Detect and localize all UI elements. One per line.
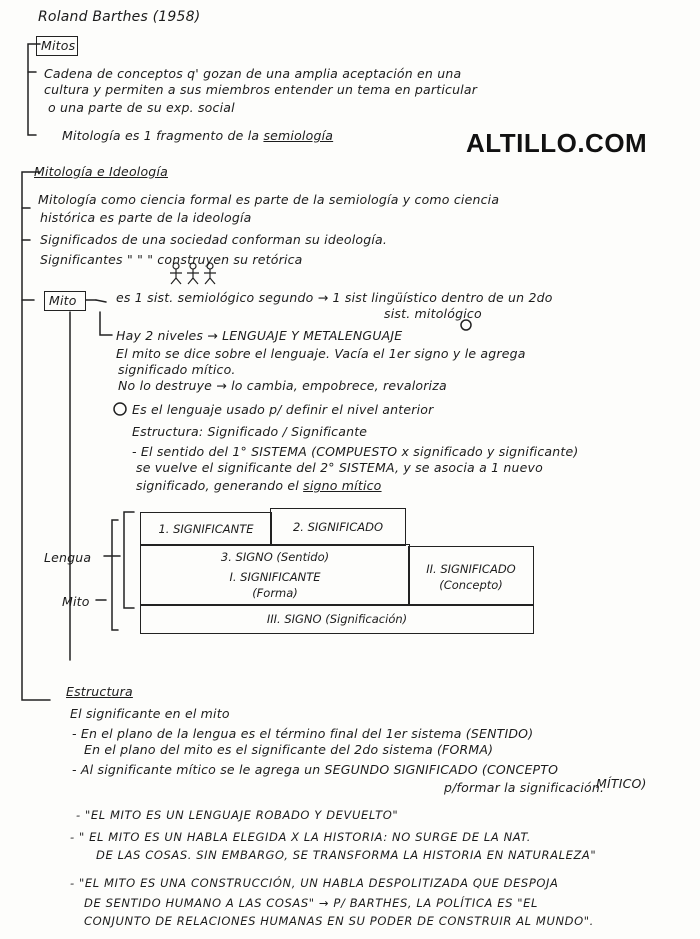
meta-3: - El sentido del 1° SISTEMA (COMPUESTO x significado y significante)	[132, 444, 579, 459]
meta-1: Es el lenguaje usado p/ definir el nivel anterior	[132, 402, 434, 417]
cell-signo-sentido	[140, 544, 410, 606]
watermark-logo: ALTILLO.COM	[466, 128, 648, 158]
estructura-sub: El significante en el mito	[70, 706, 230, 721]
niveles-4: No lo destruye → lo cambia, empobrece, revaloriza	[118, 378, 447, 393]
cell-significante	[140, 512, 272, 546]
cell-significacion	[140, 604, 534, 634]
meta-5	[136, 478, 382, 493]
niveles-3: significado mítico.	[118, 362, 236, 377]
mito-heading-box	[44, 291, 86, 311]
mitos-def-line-1: Cadena de conceptos q' gozan de una amplia aceptación en una	[44, 66, 462, 81]
signo-mitico: signo mítico	[303, 478, 382, 493]
mitos-heading: Mitos	[41, 38, 76, 53]
fragment-prefix: Mitología es 1 fragmento de la	[62, 128, 260, 143]
ideologia-line-4: Significantes " " " construyen su retórica	[40, 252, 303, 267]
fragment-word: semiología	[263, 128, 334, 143]
quote-1: - "EL MITO ES UN LENGUAJE ROBADO Y DEVUELTO"	[76, 808, 399, 822]
mito-intro-1: es 1 sist. semiológico segundo → 1 sist lingüístico dentro de un 2do	[116, 290, 553, 305]
niveles-1: Hay 2 niveles → LENGUAJE Y METALENGUAJE	[116, 328, 403, 343]
meta-2: Estructura: Significado / Significante	[132, 424, 368, 439]
estructura-4: MÍTICO)	[596, 776, 647, 791]
cell-forma-sub: (Forma)	[252, 586, 298, 600]
estructura-3: - Al significante mítico se le agrega un SEGUNDO SIGNIFICADO (CONCEPTO	[72, 762, 559, 777]
estructura-5: p/formar la significación.	[444, 780, 605, 795]
mito-heading: Mito	[49, 293, 77, 308]
estructura-heading: Estructura	[66, 684, 133, 699]
cell-significado-label: 2. SIGNIFICADO	[292, 520, 384, 534]
ideologia-line-1: Mitología como ciencia formal es parte de la semiología y como ciencia	[38, 192, 500, 207]
meta-4: se vuelve el significante del 2° SISTEMA, y se asocia a 1 nuevo	[136, 460, 544, 475]
cell-concepto	[408, 546, 534, 606]
estructura-2: En el plano del mito es el significante del 2do sistema (FORMA)	[84, 742, 494, 757]
page-title: Roland Barthes (1958)	[38, 9, 201, 25]
mitologia-fragment	[62, 128, 333, 143]
quote-2-line-2: DE LAS COSAS. SIN EMBARGO, SE TRANSFORMA LA HISTORIA EN NATURALEZA"	[96, 848, 597, 862]
cell-significado	[270, 508, 406, 546]
mito-intro-2: sist. mitológico	[384, 306, 482, 321]
cell-significacion-label: III. SIGNO (Significación)	[266, 612, 408, 626]
ideologia-line-2: histórica es parte de la ideología	[40, 210, 252, 225]
quote-3-line-2: DE SENTIDO HUMANO A LAS COSAS" → P/ BARTHES, LA POLÍTICA ES "EL	[84, 896, 539, 910]
cell-concepto-label: II. SIGNIFICADO	[426, 562, 516, 576]
meta-5-text: significado, generando el	[136, 478, 299, 493]
quote-3-line-3: CONJUNTO DE RELACIONES HUMANAS EN SU PODER DE CONSTRUIR AL MUNDO".	[84, 914, 594, 928]
ideologia-line-3: Significados de una sociedad conforman su ideología.	[40, 232, 388, 247]
diagram-mito-label: Mito	[62, 594, 90, 609]
cell-concepto-sub: (Concepto)	[439, 578, 503, 592]
quote-2-line-1: - " EL MITO ES UN HABLA ELEGIDA X LA HISTORIA: NO SURGE DE LA NAT.	[70, 830, 531, 844]
mitos-def-line-2: cultura y permiten a sus miembros entender un tema en particular	[44, 82, 478, 97]
cell-significante-label: 1. SIGNIFICANTE	[158, 522, 254, 536]
mitos-heading-box	[36, 36, 78, 56]
cell-forma-label: I. SIGNIFICANTE	[229, 570, 321, 584]
mitos-def-line-3: o una parte de su exp. social	[48, 100, 235, 115]
quote-3-line-1: - "EL MITO ES UNA CONSTRUCCIÓN, UN HABLA DESPOLITIZADA QUE DESPOJA	[70, 876, 559, 890]
estructura-1: - En el plano de la lengua es el término final del 1er sistema (SENTIDO)	[72, 726, 534, 741]
cell-signo-label: 3. SIGNO (Sentido)	[220, 550, 330, 564]
niveles-2: El mito se dice sobre el lenguaje. Vacía el 1er signo y le agrega	[116, 346, 526, 361]
diagram-lengua-label: Lengua	[44, 550, 92, 565]
ideologia-heading: Mitología e Ideología	[34, 164, 168, 179]
